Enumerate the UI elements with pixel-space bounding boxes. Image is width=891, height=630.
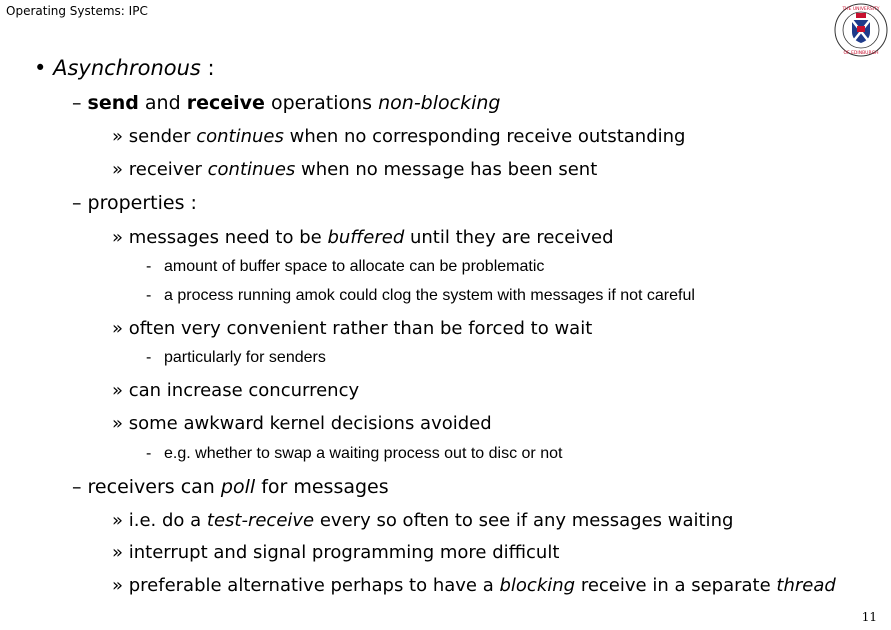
bullet-asynchronous xyxy=(34,56,215,80)
text-em: poll xyxy=(220,476,256,498)
text-pre: receivers can xyxy=(81,476,221,498)
text: properties : xyxy=(81,192,197,214)
item-concurrency xyxy=(112,380,359,401)
mark: » xyxy=(112,380,124,401)
text: e.g. whether to swap a waiting process out to disc or not xyxy=(164,445,563,462)
dash: - xyxy=(146,445,152,462)
mark: » xyxy=(112,542,124,563)
text-pre: receiver xyxy=(123,159,208,180)
text-and: and xyxy=(138,92,187,114)
mark: » xyxy=(112,318,124,339)
item-send-receive xyxy=(72,92,500,114)
text: a process running amok could clog the system with messages if not careful xyxy=(164,287,695,304)
text-em: buffered xyxy=(327,227,405,248)
text-post: every so often to see if any messages waiting xyxy=(314,510,734,531)
mark: » xyxy=(112,159,124,180)
item-receiver-continues xyxy=(112,159,597,180)
text: can increase concurrency xyxy=(123,380,360,401)
dash: - xyxy=(146,349,152,366)
text-em: blocking xyxy=(499,575,576,596)
text-em: continues xyxy=(207,159,296,180)
text-mid: receive in a separate xyxy=(575,575,777,596)
text: amount of buffer space to allocate can be problematic xyxy=(164,258,545,275)
item-buffer-space xyxy=(146,258,544,276)
slide-header: Operating Systems: IPC xyxy=(6,4,148,18)
logo-text-bottom: OF EDINBURGH xyxy=(843,51,879,56)
text-post: when no message has been sent xyxy=(295,159,598,180)
mark: » xyxy=(112,510,124,531)
nonblocking-em: non-blocking xyxy=(378,92,501,114)
item-swap-process xyxy=(146,445,562,463)
item-buffered xyxy=(112,227,614,248)
text-operations: operations xyxy=(264,92,379,114)
text-pre: preferable alternative perhaps to have a xyxy=(123,575,500,596)
text-pre: sender xyxy=(123,126,197,147)
text: often very convenient rather than be forced to wait xyxy=(123,318,593,339)
item-convenient xyxy=(112,318,592,339)
text: interrupt and signal programming more difficult xyxy=(123,542,560,563)
text-post: for messages xyxy=(255,476,389,498)
dash: – xyxy=(72,192,82,214)
item-process-amok xyxy=(146,287,695,305)
dash: – xyxy=(72,92,82,114)
mark: » xyxy=(112,575,124,596)
text-em: continues xyxy=(196,126,284,147)
text-em: test-receive xyxy=(206,510,315,531)
dash: - xyxy=(146,287,152,304)
bullet-label: Asynchronous xyxy=(53,56,201,80)
university-crest-logo xyxy=(833,2,889,58)
text-post: until they are received xyxy=(404,227,614,248)
item-kernel-decisions xyxy=(112,413,492,434)
mark: » xyxy=(112,126,124,147)
mark: » xyxy=(112,413,124,434)
bullet-suffix: : xyxy=(200,56,215,80)
text: some awkward kernel decisions avoided xyxy=(123,413,492,434)
page-number: 11 xyxy=(861,610,877,624)
item-sender-continues xyxy=(112,126,685,147)
text: particularly for senders xyxy=(164,349,326,366)
item-properties xyxy=(72,192,197,214)
item-blocking-thread xyxy=(112,575,836,596)
item-interrupt-signal xyxy=(112,542,559,563)
item-receivers-poll xyxy=(72,476,389,498)
dash: – xyxy=(72,476,82,498)
logo-text-top: THE UNIVERSITY xyxy=(842,7,880,12)
mark: » xyxy=(112,227,124,248)
dash: - xyxy=(146,258,152,275)
text-pre: i.e. do a xyxy=(123,510,207,531)
text-post: when no corresponding receive outstanding xyxy=(283,126,686,147)
text-em2: thread xyxy=(776,575,836,596)
receive-keyword: receive xyxy=(186,92,265,114)
item-test-receive xyxy=(112,510,733,531)
send-keyword: send xyxy=(87,92,139,114)
bullet-mark: • xyxy=(34,56,47,80)
item-senders xyxy=(146,349,326,367)
text-pre: messages need to be xyxy=(123,227,328,248)
